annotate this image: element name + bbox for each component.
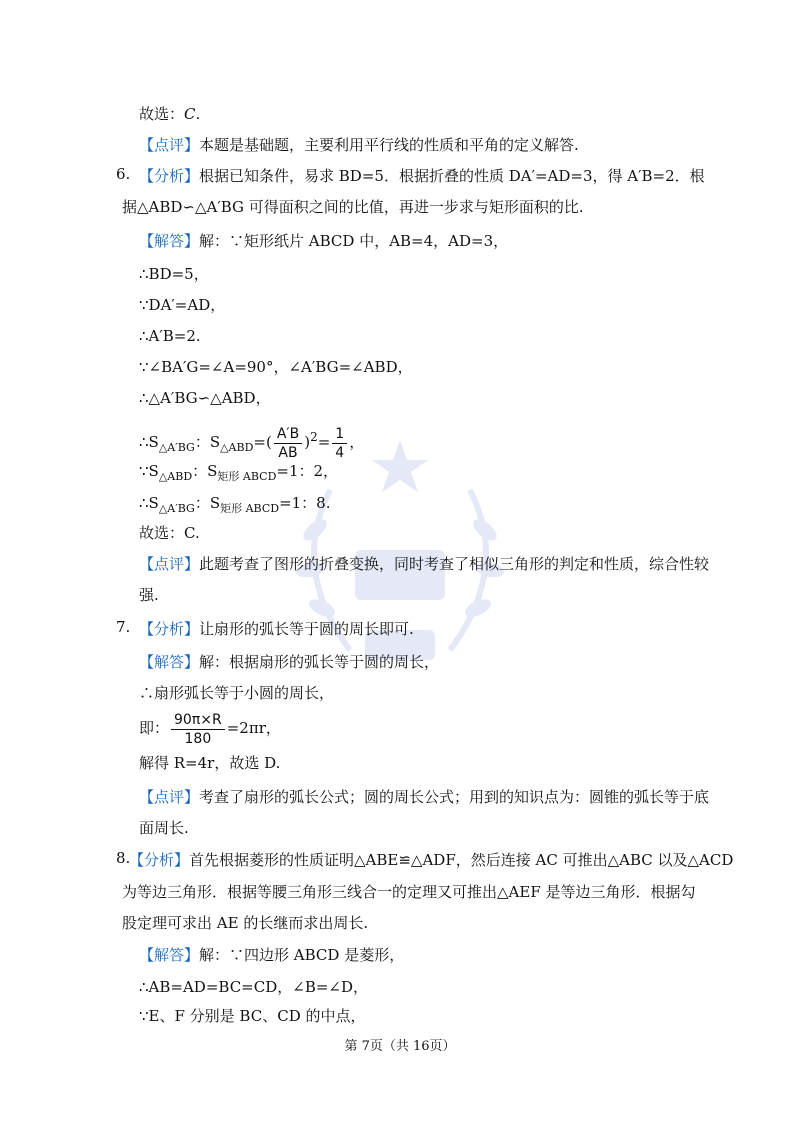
q8-step-2: ∵E、F 分别是 BC、CD 的中点， — [139, 1007, 366, 1025]
q7-solution-intro: 解：根据扇形的弧长等于圆的周长， — [199, 653, 440, 671]
q8-step-1: ∴AB=AD=BC=CD，∠B=∠D， — [139, 978, 368, 996]
q6-analysis-line-1 — [139, 165, 705, 187]
q8-analysis-line-3: 股定理可求出 AE 的长继而求出周长. — [122, 914, 369, 932]
comment-text: 本题是基础题，主要利用平行线的性质和平角的定义解答. — [199, 136, 579, 154]
s8-prefix: ∴S — [139, 494, 159, 512]
q6-step-1: ∴BD=5， — [139, 265, 209, 283]
s8-sub-2: 矩形 ABCD — [220, 502, 280, 515]
comment-tag: 【点评】 — [139, 136, 200, 154]
arc-numerator: 90π×R — [171, 711, 225, 730]
q7-solution-line — [139, 651, 439, 673]
s7-end: =1：2， — [276, 462, 339, 480]
q6-solution-intro: 解：∵矩形纸片 ABCD 中，AB=4，AD=3， — [199, 232, 509, 250]
q7-comment-line-1 — [139, 786, 709, 808]
choose-label: 故选： — [139, 105, 185, 123]
ratio-prefix: ∴S — [139, 433, 159, 451]
q8-analysis-line-2: 为等边三角形．根据等腰三角形三线合一的定理又可推出△AEF 是等边三角形．根据勾 — [122, 883, 696, 901]
analysis-tag: 【分析】 — [129, 851, 190, 869]
comment-line — [139, 134, 579, 156]
ratio-sub-2: △ABD — [220, 441, 254, 454]
q6-step-7 — [139, 460, 338, 488]
q6-step-5: ∴△A′BG∽△ABD， — [139, 389, 271, 407]
s8-sub-1: △A′BG — [158, 502, 195, 515]
q8-analysis-line-1 — [129, 849, 733, 871]
q6-analysis-text-1: 根据已知条件，易求 BD=5．根据折叠的性质 DA′=AD=3，得 A′B=2．根 — [199, 167, 705, 185]
analysis-tag: 【分析】 — [139, 167, 200, 185]
q7-analysis-line — [139, 618, 414, 640]
ratio-denominator: AB — [278, 444, 298, 461]
q6-step-4: ∵∠BA′G=∠A=90°，∠A′BG=∠ABD， — [139, 358, 413, 376]
s7-prefix: ∵S — [139, 462, 159, 480]
q6-step-2: ∵DA′=AD， — [139, 296, 226, 314]
choose-dot: . — [195, 105, 201, 123]
result-numerator: 1 — [332, 425, 347, 444]
ratio-numerator: A′B — [274, 425, 302, 444]
q7-analysis-text: 让扇形的弧长等于圆的周长即可. — [199, 620, 414, 638]
q6-analysis-line-2: 据△ABD∽△A′BG 可得面积之间的比值，再进一步求与矩形面积的比. — [122, 198, 584, 216]
question-number-6: 6. — [116, 165, 131, 183]
choose-value: C — [184, 105, 196, 123]
s2-prefix: 即： — [139, 719, 170, 737]
solution-tag: 【解答】 — [139, 946, 200, 964]
s8-end: =1：8. — [279, 494, 331, 512]
s8-mid: ：S — [194, 494, 221, 512]
comment-tag: 【点评】 — [139, 788, 200, 806]
comment-tag: 【点评】 — [139, 555, 200, 573]
q6-step-8 — [139, 492, 331, 520]
q7-step-2 — [139, 708, 281, 748]
solution-tag: 【解答】 — [139, 653, 200, 671]
q7-step-1: ∴扇形弧长等于小圆的周长， — [139, 684, 335, 702]
s7-sub-2: 矩形 ABCD — [217, 470, 277, 483]
arc-denominator: 180 — [184, 730, 212, 747]
ratio-exponent: 2 — [310, 430, 318, 444]
ratio-close: ) — [304, 433, 311, 451]
question-number-8: 8. — [116, 849, 131, 867]
result-fraction — [332, 425, 347, 462]
s2-post: =2πr， — [226, 719, 281, 737]
question-number-7: 7. — [116, 618, 131, 636]
solution-tag: 【解答】 — [139, 232, 200, 250]
q7-step-3: 解得 R=4r，故选 D. — [139, 754, 281, 772]
q6-step-3: ∴A′B=2. — [139, 327, 201, 345]
result-denominator: 4 — [335, 444, 345, 461]
q6-comment-line-2: 强. — [139, 586, 159, 604]
ratio-mid: ：S — [194, 433, 221, 451]
q7-comment-text-1: 考查了扇形的弧长公式；圆的周长公式；用到的知识点为：圆锥的弧长等于底 — [199, 788, 710, 806]
arc-fraction — [171, 711, 225, 748]
page-footer: 第 7页（共 16页） — [344, 1039, 456, 1054]
q7-comment-line-2: 面周长. — [139, 819, 189, 837]
q8-solution-line — [139, 944, 404, 966]
choose-line — [139, 103, 200, 125]
ratio-end: ， — [349, 433, 365, 451]
q6-comment-line-1 — [139, 553, 709, 575]
q6-comment-text-1: 此题考查了图形的折叠变换，同时考查了相似三角形的判定和性质，综合性较 — [199, 555, 710, 573]
ratio-eq-2: = — [317, 433, 331, 451]
q6-solution-line — [139, 230, 508, 252]
ratio-fraction — [274, 425, 302, 462]
q8-solution-intro: 解：∵四边形 ABCD 是菱形， — [199, 946, 405, 964]
analysis-tag: 【分析】 — [139, 620, 200, 638]
q8-analysis-text-1: 首先根据菱形的性质证明△ABE≌△ADF，然后连接 AC 可推出△ABC 以及△ACD — [189, 851, 734, 869]
s7-sub-1: △ABD — [158, 470, 193, 483]
ratio-sub-1: △A′BG — [158, 441, 195, 454]
q6-choose: 故选：C. — [139, 524, 200, 542]
ratio-eq: =( — [253, 433, 272, 451]
s7-mid: ：S — [192, 462, 218, 480]
